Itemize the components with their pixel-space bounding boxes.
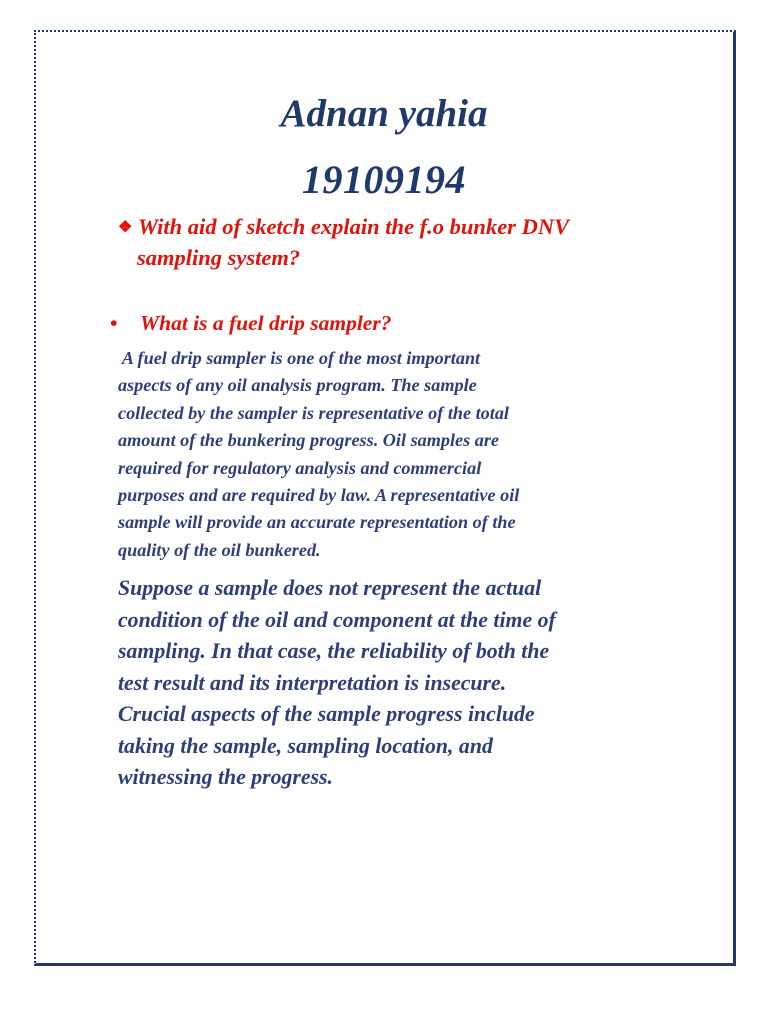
question-line-2: sampling system? <box>137 245 301 270</box>
paragraph-line: witnessing the progress. <box>118 765 333 789</box>
sub-question <box>110 309 670 337</box>
paragraph-line: Suppose a sample does not represent the actual <box>118 576 542 600</box>
author-name: Adnan yahia <box>280 92 488 135</box>
paragraph-line: aspects of any oil analysis program. The sample <box>118 375 477 396</box>
sub-question-text: What is a fuel drip sampler? <box>140 311 392 335</box>
round-bullet-icon: • <box>110 311 118 335</box>
paragraph-line: collected by the sampler is representative of the total <box>118 402 509 423</box>
paragraph-line: quality of the oil bunkered. <box>118 539 321 560</box>
paragraph-line: amount of the bunkering progress. Oil samples are <box>118 430 499 451</box>
answer-paragraph-1 <box>118 345 638 564</box>
answer-paragraph-2 <box>118 573 658 794</box>
student-id: 19109194 <box>302 157 466 202</box>
paragraph-line: test result and its interpretation is insecure. <box>118 670 507 695</box>
paragraph-line: Crucial aspects of the sample progress include <box>118 702 535 726</box>
paragraph-line: sampling. In that case, the reliability of both the <box>118 639 550 663</box>
paragraph-line: taking the sample, sampling location, and <box>118 733 493 758</box>
question-line-1: With aid of sketch explain the f.o bunker DNV <box>138 214 570 239</box>
paragraph-line: A fuel drip sampler is one of the most important <box>118 348 481 368</box>
paragraph-line: purposes and are required by law. A representative oil <box>118 485 520 506</box>
diamond-bullet-icon: ❖ <box>118 219 133 236</box>
paragraph-line: condition of the oil and component at the time of <box>118 607 556 632</box>
paragraph-line: required for regulatory analysis and commercial <box>118 457 482 478</box>
main-question <box>118 212 658 273</box>
paragraph-line: sample will provide an accurate representation of the <box>118 512 516 533</box>
